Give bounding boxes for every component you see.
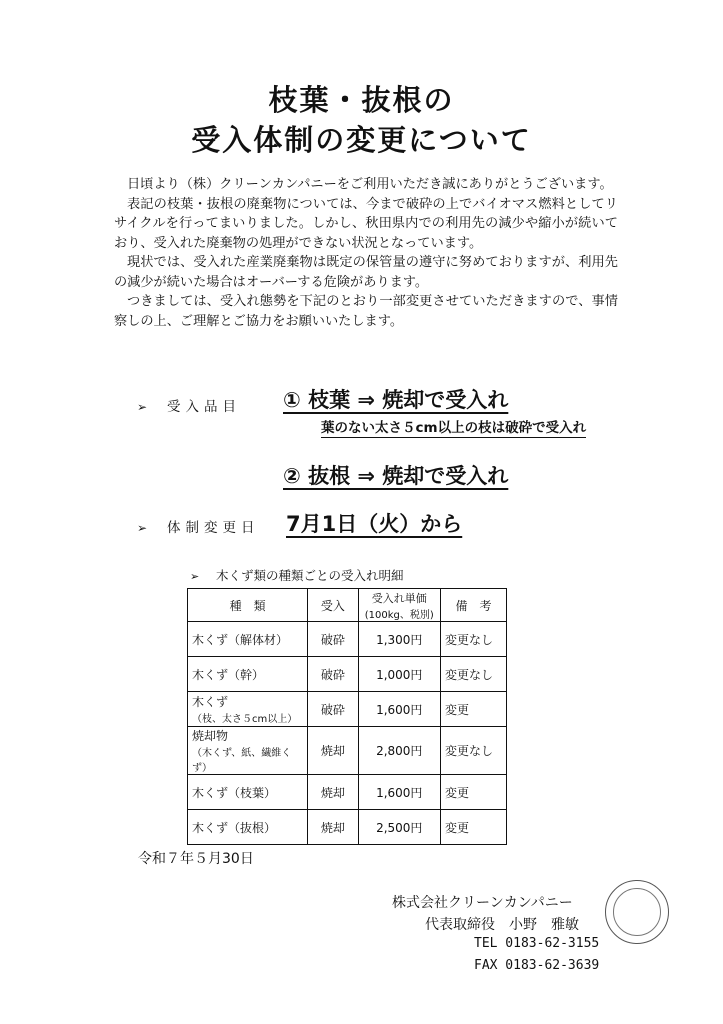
column-header-price bbox=[358, 589, 440, 622]
table-row bbox=[188, 657, 507, 692]
cell-price: 2,500円 bbox=[358, 810, 440, 845]
cell-method: 焼却 bbox=[308, 775, 358, 810]
cell-type-text: 木くず（幹） bbox=[192, 667, 265, 682]
table-row bbox=[188, 692, 507, 727]
column-header-method: 受入 bbox=[308, 589, 358, 622]
company-seal-inner-ring bbox=[613, 888, 661, 936]
cell-type bbox=[188, 657, 308, 692]
item-branches-note: 葉のない太さ５cm以上の枝は破砕で受入れ bbox=[321, 416, 586, 438]
items-label-row bbox=[137, 395, 241, 415]
item-roots: ② 抜根 ⇒ 焼却で受入れ bbox=[283, 464, 509, 488]
cell-type bbox=[188, 622, 308, 657]
company-seal-icon bbox=[605, 880, 669, 944]
cell-type-subtext: （枝、太さ５cm以上） bbox=[192, 714, 298, 725]
cell-note: 変更 bbox=[440, 692, 506, 727]
cell-type-text: 木くず（抜根） bbox=[192, 820, 277, 835]
cell-type-text: 木くず（枝葉） bbox=[192, 785, 277, 800]
cell-note: 変更なし bbox=[440, 727, 506, 775]
cell-method: 破砕 bbox=[308, 692, 358, 727]
cell-type bbox=[188, 692, 308, 727]
cell-price: 1,300円 bbox=[358, 622, 440, 657]
table-row bbox=[188, 727, 507, 775]
cell-note: 変更 bbox=[440, 810, 506, 845]
column-header-price-label: 受入れ単価 bbox=[371, 591, 427, 605]
change-date: 7月1日（火）から bbox=[286, 512, 463, 536]
tel-number: TEL 0183-62-3155 bbox=[474, 936, 600, 951]
column-header-price-unit: (100kg、税別) bbox=[364, 609, 434, 621]
table-row bbox=[188, 810, 507, 845]
column-header-type: 種 類 bbox=[188, 589, 308, 622]
paragraph-current-status: 現状では、受入れた産業廃棄物は既定の保管量の遵守に努めておりますが、利用先の減少が続いた場合はオーバーする危険があります。 bbox=[114, 255, 618, 290]
arrowhead-bullet-icon: ➢ bbox=[190, 570, 200, 583]
cell-method: 破砕 bbox=[308, 622, 358, 657]
cell-type-text: 木くず bbox=[192, 695, 229, 709]
paragraph-request: つきましては、受入れ態勢を下記のとおり一部変更させていただきますので、事情察しの上、ご理解とご協力をお願いいたします。 bbox=[114, 294, 618, 329]
table-row bbox=[188, 622, 507, 657]
page-title-line1: 枝葉・抜根の bbox=[268, 83, 455, 117]
cell-type-text: 焼却物 bbox=[192, 729, 229, 743]
fax-number: FAX 0183-62-3639 bbox=[474, 958, 600, 973]
cell-method: 焼却 bbox=[308, 727, 358, 775]
cell-method: 破砕 bbox=[308, 657, 358, 692]
body-text bbox=[114, 175, 618, 331]
arrowhead-bullet-icon: ➢ bbox=[137, 521, 153, 535]
cell-type-text: 木くず（解体材） bbox=[192, 632, 289, 647]
fee-table-heading: 木くず類の種類ごとの受入れ明細 bbox=[216, 568, 404, 583]
cell-price: 1,600円 bbox=[358, 775, 440, 810]
table-row bbox=[188, 775, 507, 810]
cell-note: 変更なし bbox=[440, 657, 506, 692]
cell-type bbox=[188, 810, 308, 845]
paragraph-background: 表記の枝葉・抜根の廃棄物については、今まで破砕の上でバイオマス燃料としてリサイクルを行ってまいりました。しかし、秋田県内での利用先の減少や縮小が続いており、受入れた廃棄物の処理ができない状況となっています。 bbox=[114, 196, 618, 251]
cell-price: 2,800円 bbox=[358, 727, 440, 775]
table-header-row bbox=[188, 589, 507, 622]
fee-table-heading-row bbox=[190, 566, 404, 584]
item-branches: ① 枝葉 ⇒ 焼却で受入れ bbox=[283, 388, 509, 412]
items-label: 受入品目 bbox=[167, 399, 241, 415]
cell-type bbox=[188, 775, 308, 810]
date-label: 体制変更日 bbox=[167, 520, 260, 536]
arrowhead-bullet-icon: ➢ bbox=[137, 400, 153, 414]
cell-method: 焼却 bbox=[308, 810, 358, 845]
issue-date: 令和７年５月30日 bbox=[138, 851, 254, 867]
cell-note: 変更 bbox=[440, 775, 506, 810]
cell-price: 1,600円 bbox=[358, 692, 440, 727]
cell-type bbox=[188, 727, 308, 775]
date-label-row bbox=[137, 516, 260, 536]
fee-table bbox=[187, 588, 507, 845]
company-name: 株式会社クリーンカンパニー bbox=[392, 895, 573, 911]
cell-price: 1,000円 bbox=[358, 657, 440, 692]
paragraph-greeting: 日頃より（株）クリーンカンパニーをご利用いただき誠にありがとうございます。 bbox=[127, 177, 613, 192]
cell-type-subtext: （木くず、紙、繊維くず） bbox=[192, 748, 292, 774]
page-title-line2: 受入体制の変更について bbox=[191, 123, 532, 157]
representative: 代表取締役 小野 雅敏 bbox=[425, 917, 579, 933]
column-header-note: 備 考 bbox=[440, 589, 506, 622]
cell-note: 変更なし bbox=[440, 622, 506, 657]
